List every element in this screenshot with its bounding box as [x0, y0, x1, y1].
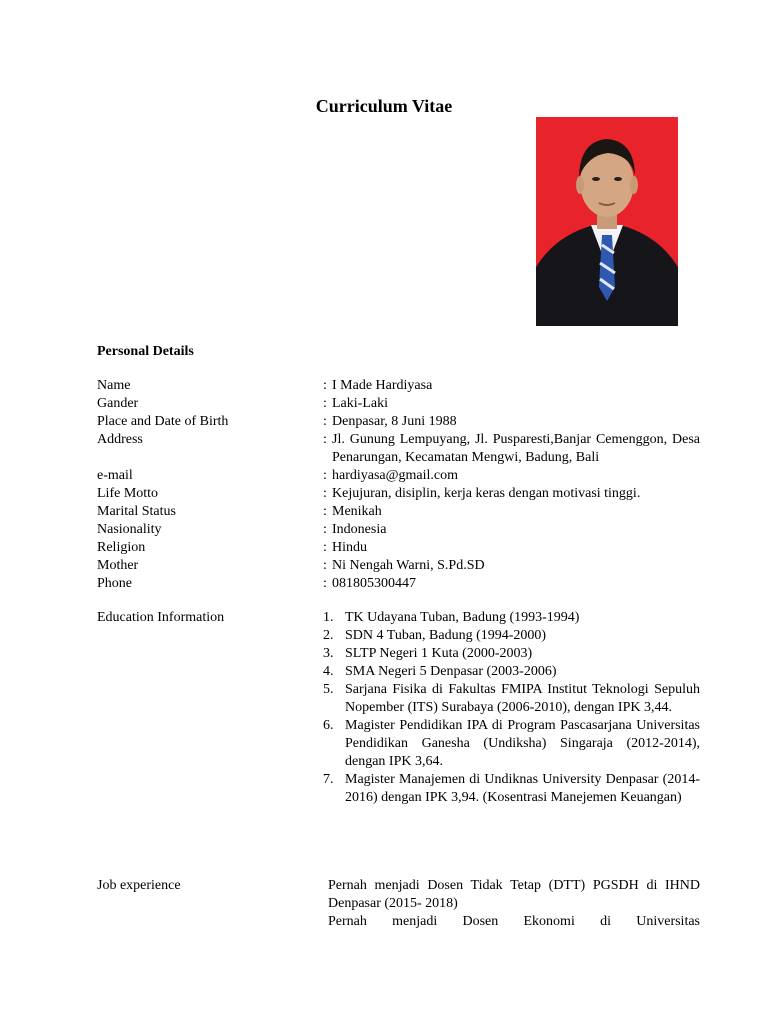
detail-label: Place and Date of Birth	[97, 414, 229, 429]
detail-colon: :	[323, 522, 327, 537]
education-item	[323, 717, 700, 771]
education-list	[323, 609, 700, 807]
education-item-number: 5.	[323, 682, 334, 697]
page-title: Curriculum Vitae	[315, 96, 453, 116]
job-experience-line: Pernah menjadi Dosen Tidak Tetap (DTT) PGSDH di IHND Denpasar (2015- 2018)	[328, 878, 700, 911]
detail-colon: :	[323, 486, 327, 501]
job-experience-line: Pernah menjadi Dosen Ekonomi di Universitas	[328, 914, 700, 929]
education-item-number: 7.	[323, 772, 334, 787]
detail-colon: :	[323, 432, 327, 447]
detail-row-address	[97, 431, 700, 467]
detail-row-phone	[97, 575, 700, 593]
job-experience-list	[323, 877, 700, 931]
detail-label: Mother	[97, 558, 139, 573]
detail-row-gender	[97, 395, 700, 413]
education-item	[323, 609, 700, 627]
detail-colon: :	[323, 504, 327, 519]
education-item-number: 2.	[323, 628, 334, 643]
detail-label: Nasionality	[97, 522, 162, 537]
education-item-text: TK Udayana Tuban, Badung (1993-1994)	[345, 610, 580, 625]
education-item	[323, 771, 700, 807]
education-item-number: 3.	[323, 646, 334, 661]
education-item-number: 1.	[323, 610, 334, 625]
detail-label: Life Motto	[97, 486, 159, 501]
detail-label: Address	[97, 432, 143, 447]
detail-row-religion	[97, 539, 700, 557]
detail-value: Laki-Laki	[332, 396, 388, 411]
detail-colon: :	[323, 558, 327, 573]
education-item	[323, 645, 700, 663]
detail-colon: :	[323, 414, 327, 429]
detail-label: Phone	[97, 576, 132, 591]
job-experience-section	[97, 877, 700, 931]
detail-value: I Made Hardiyasa	[332, 378, 433, 393]
detail-label: Gander	[97, 396, 139, 411]
education-item-text: Magister Pendidikan IPA di Program Pascasarjana Universitas Pendidikan Ganesha (Undiksha) Singaraja (2012-2014), dengan IPK 3,64.	[345, 718, 700, 769]
detail-row-marital-status	[97, 503, 700, 521]
detail-label: e-mail	[97, 468, 133, 483]
detail-colon: :	[323, 468, 327, 483]
education-item	[323, 627, 700, 645]
detail-value: Jl. Gunung Lempuyang, Jl. Pusparesti,Banjar Cemenggon, Desa Penarungan, Kecamatan Mengwi, Badung, Bali	[332, 432, 700, 465]
detail-colon: :	[323, 378, 327, 393]
education-item	[323, 663, 700, 681]
education-item-number: 6.	[323, 718, 334, 733]
job-experience-label: Job experience	[97, 878, 181, 893]
detail-value: hardiyasa@gmail.com	[332, 468, 459, 483]
detail-colon: :	[323, 396, 327, 411]
detail-row-birth	[97, 413, 700, 431]
detail-label: Marital Status	[97, 504, 176, 519]
detail-row-name	[97, 377, 700, 395]
education-item-text: Sarjana Fisika di Fakultas FMIPA Institut Teknologi Sepuluh Nopember (ITS) Surabaya (2006-2010), dengan IPK 3,44.	[345, 682, 700, 715]
detail-value: Kejujuran, disiplin, kerja keras dengan motivasi tinggi.	[332, 486, 641, 501]
education-item-text: SDN 4 Tuban, Badung (1994-2000)	[345, 628, 547, 643]
education-item-number: 4.	[323, 664, 334, 679]
detail-label: Name	[97, 378, 131, 393]
detail-row-life-motto	[97, 485, 700, 503]
education-item-text: SMA Negeri 5 Denpasar (2003-2006)	[345, 664, 557, 679]
detail-label: Religion	[97, 540, 146, 555]
education-item	[323, 681, 700, 717]
detail-value: Indonesia	[332, 522, 387, 537]
personal-details-heading: Personal Details	[97, 344, 194, 359]
detail-value: Ni Nengah Warni, S.Pd.SD	[332, 558, 485, 573]
detail-row-mother	[97, 557, 700, 575]
detail-value: 081805300447	[332, 576, 416, 591]
detail-row-email	[97, 467, 700, 485]
profile-photo	[536, 117, 678, 326]
education-section	[97, 609, 700, 807]
education-item-text: Magister Manajemen di Undiknas University Denpasar (2014-2016) dengan IPK 3,94. (Kosentrasi Manejemen Keuangan)	[345, 772, 700, 805]
portrait-illustration	[536, 117, 678, 326]
detail-colon: :	[323, 540, 327, 555]
detail-value: Denpasar, 8 Juni 1988	[332, 414, 457, 429]
detail-colon: :	[323, 576, 327, 591]
detail-row-nationality	[97, 521, 700, 539]
education-label: Education Information	[97, 610, 225, 625]
education-item-text: SLTP Negeri 1 Kuta (2000-2003)	[345, 646, 533, 661]
detail-value: Menikah	[332, 504, 382, 519]
detail-value: Hindu	[332, 540, 367, 555]
personal-details-list	[97, 377, 700, 593]
